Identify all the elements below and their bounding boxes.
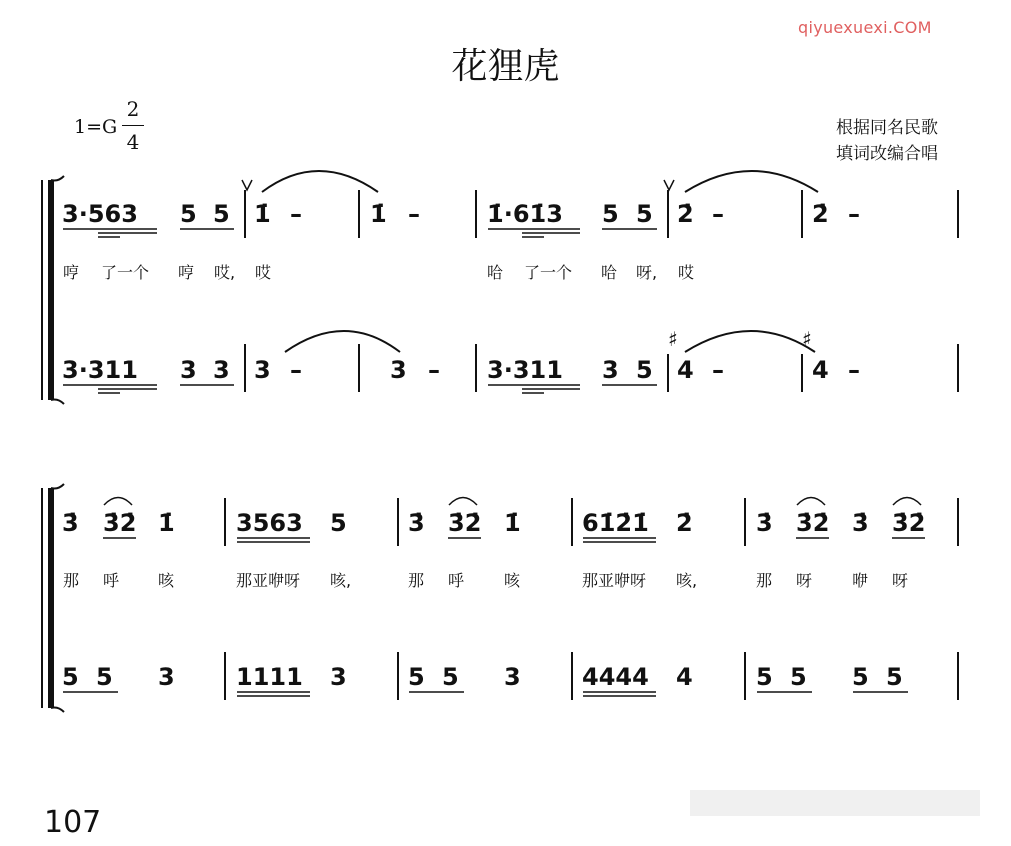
note: – <box>408 200 420 228</box>
note: 2̇ <box>812 200 829 228</box>
time-signature-bottom: 4 <box>126 130 140 154</box>
note: 5 <box>636 200 653 228</box>
note: 3 <box>180 356 197 384</box>
bracket-hook-top <box>51 176 64 181</box>
note: 3 <box>330 663 347 691</box>
note: – <box>428 356 440 384</box>
note: 3 <box>254 356 271 384</box>
note: 3̇ <box>756 509 773 537</box>
note: – <box>712 356 724 384</box>
note: 3̇ <box>852 509 869 537</box>
note: 3̇ <box>62 509 79 537</box>
note: 5 <box>602 200 619 228</box>
page-number: 107 <box>44 805 102 840</box>
note: 5 <box>408 663 425 691</box>
source-note-line-2: 填词改编合唱 <box>836 144 938 164</box>
slur-arc <box>797 498 825 506</box>
song-title: 花狸虎 <box>451 46 560 87</box>
tie-arc <box>262 171 378 192</box>
note: – <box>848 356 860 384</box>
sharp-icon: ♯ <box>668 327 678 351</box>
lyric: 咳 <box>158 571 175 590</box>
lyric: 呼 <box>448 571 465 590</box>
note: 3 <box>158 663 175 691</box>
lyric: 那 <box>756 571 773 590</box>
note: 3 <box>213 356 230 384</box>
lyric: 咳, <box>676 571 698 590</box>
scan-shadow <box>690 790 980 816</box>
lyric: 那亚咿呀 <box>236 571 301 590</box>
sharp-icon: ♯ <box>802 327 812 351</box>
note: 4 <box>812 356 829 384</box>
bracket-hook-top <box>51 484 64 489</box>
note: 3 <box>390 356 407 384</box>
note: 61̇2̇1̇ <box>582 509 649 537</box>
note: 3̇2̇ <box>103 509 137 537</box>
note: 1111 <box>236 663 303 691</box>
note: 3·311 <box>487 356 563 384</box>
lyric: 呀, <box>636 263 658 282</box>
note: – <box>712 200 724 228</box>
lyric: 那 <box>408 571 425 590</box>
note: 4 <box>677 356 694 384</box>
lyric: 哼 <box>178 263 195 282</box>
note: 1̇ <box>254 200 271 228</box>
note: 3̇2̇ <box>892 509 926 537</box>
bracket-hook-bottom <box>51 708 64 713</box>
note: 4 <box>676 663 693 691</box>
note: 1̇·61̇3 <box>487 200 563 228</box>
source-note-line-1: 根据同名民歌 <box>836 118 938 138</box>
note: 5 <box>790 663 807 691</box>
note: 5 <box>852 663 869 691</box>
note: 5 <box>886 663 903 691</box>
system-2 <box>42 484 958 712</box>
slur-arc <box>893 498 921 506</box>
bracket-hook-bottom <box>51 400 64 405</box>
lyric: 那亚咿呀 <box>582 571 647 590</box>
tie-arc <box>285 331 400 352</box>
tie-arc <box>685 171 818 192</box>
lyric: 哼 <box>63 263 80 282</box>
note: 5 <box>636 356 653 384</box>
slur-arc <box>104 498 132 506</box>
lyric: 了一个 <box>101 263 150 282</box>
lyric: 哎 <box>255 263 272 282</box>
note: 3·311 <box>62 356 138 384</box>
system-1 <box>42 171 958 404</box>
lyric: 咳, <box>330 571 352 590</box>
note: 5 <box>756 663 773 691</box>
note: – <box>848 200 860 228</box>
lyric: 呀 <box>796 571 813 590</box>
note: 1̇ <box>370 200 387 228</box>
note: 3·563 <box>62 200 138 228</box>
note: 1̇ <box>504 509 521 537</box>
note: 4444 <box>582 663 649 691</box>
note: 5 <box>213 200 230 228</box>
note: 5 <box>330 509 347 537</box>
note: 3 <box>602 356 619 384</box>
breath-mark-icon <box>242 180 252 190</box>
lyric: 哈 <box>601 263 618 282</box>
lyric: 了一个 <box>524 263 573 282</box>
tie-arc <box>685 331 815 352</box>
lyric: 哈 <box>487 263 504 282</box>
note: 3̇ <box>408 509 425 537</box>
note: 3̇2̇ <box>448 509 482 537</box>
note: 1̇ <box>158 509 175 537</box>
note: 2̇ <box>676 509 693 537</box>
site-watermark: qiyuexuexi.COM <box>798 18 932 37</box>
lyric: 呼 <box>103 571 120 590</box>
note: 5 <box>96 663 113 691</box>
note: 2̇ <box>677 200 694 228</box>
time-signature-top: 2 <box>126 97 140 121</box>
slur-arc <box>449 498 477 506</box>
lyric: 咿 <box>852 571 869 590</box>
note: 5 <box>442 663 459 691</box>
lyric: 哎, <box>214 263 236 282</box>
lyric: 呀 <box>892 571 909 590</box>
lyric: 咳 <box>504 571 521 590</box>
note: 3̇2̇ <box>796 509 830 537</box>
note: – <box>290 200 302 228</box>
key-signature: 1=G <box>74 116 118 138</box>
note: – <box>290 356 302 384</box>
lyric: 哎 <box>678 263 695 282</box>
breath-mark-icon <box>664 180 674 190</box>
note: 5 <box>62 663 79 691</box>
note: 3 <box>504 663 521 691</box>
note: 3563 <box>236 509 303 537</box>
note: 5 <box>180 200 197 228</box>
lyric: 那 <box>63 571 80 590</box>
